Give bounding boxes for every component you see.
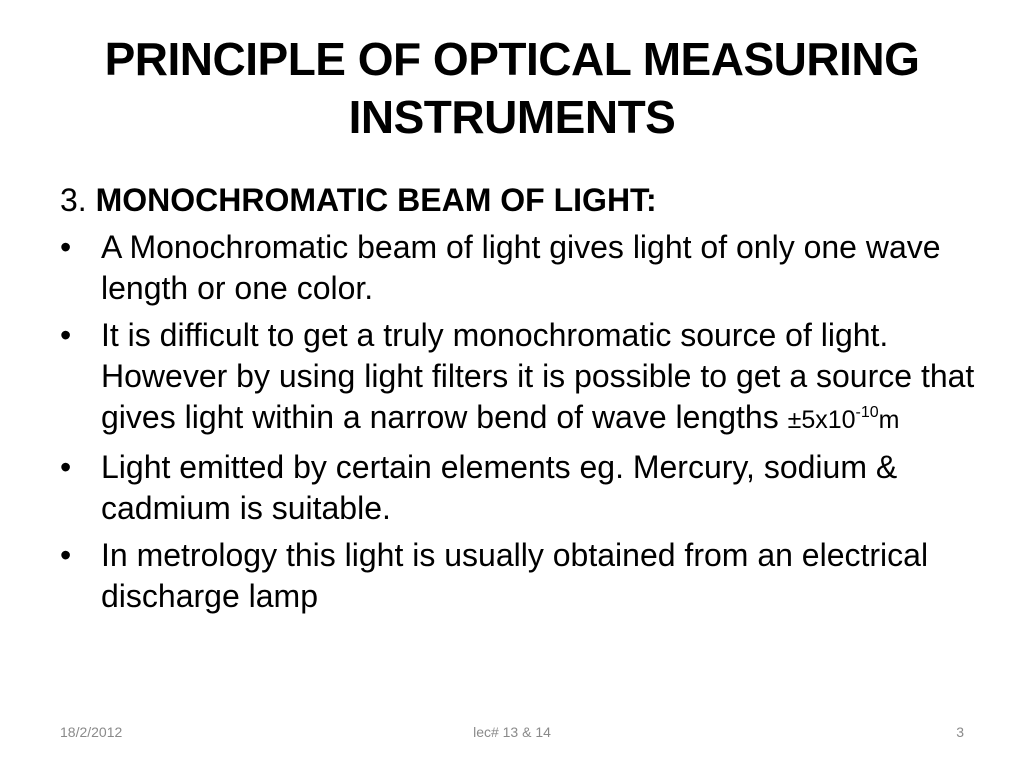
- list-item-text: Light emitted by certain elements eg. Mercury, sodium & cadmium is suitable.: [101, 449, 898, 526]
- list-item: [60, 447, 1010, 529]
- formula-base: ±5x10: [787, 406, 856, 434]
- wavelength-formula: [788, 406, 900, 434]
- bullet-icon: •: [60, 229, 72, 265]
- list-item-text: It is difficult to get a truly monochromatic source of light. However by using light filters it is possible to get a source that gives light within a narrow bend of wave lengths: [101, 317, 975, 435]
- list-item-text: In metrology this light is usually obtained from an electrical discharge lamp: [101, 537, 929, 614]
- heading-text: MONOCHROMATIC BEAM OF LIGHT:: [95, 182, 657, 218]
- slide-body: [60, 180, 1010, 623]
- formula-unit: m: [878, 406, 900, 434]
- bullet-list: [60, 227, 1010, 617]
- list-item-text: A Monochromatic beam of light gives light of only one wave length or one color.: [101, 229, 941, 306]
- bullet-icon: •: [60, 449, 72, 485]
- list-item: [60, 227, 1010, 309]
- footer-page-number: 3: [956, 724, 964, 740]
- list-item: [60, 535, 1010, 617]
- footer-date: 18/2/2012: [60, 724, 123, 740]
- bullet-icon: •: [60, 537, 72, 573]
- footer-lecture: lec# 13 & 14: [473, 724, 551, 740]
- section-heading: [60, 180, 1010, 221]
- formula-exponent: -10: [855, 404, 879, 421]
- heading-number: 3.: [60, 182, 87, 218]
- slide-title: PRINCIPLE OF OPTICAL MEASURING INSTRUMENTS: [104, 33, 920, 143]
- list-item: [60, 315, 1010, 441]
- bullet-icon: •: [60, 317, 72, 353]
